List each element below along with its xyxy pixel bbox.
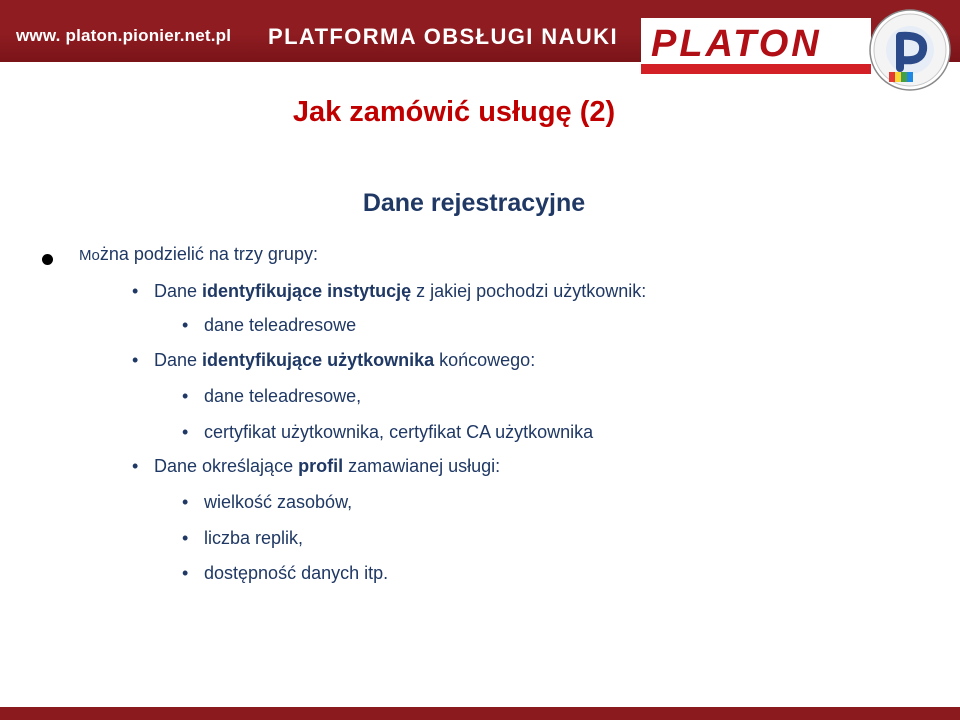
group-1-line	[132, 281, 646, 302]
slide-title: Jak zamówić usługę (2)	[292, 96, 616, 128]
header-url: www. platon.pionier.net.pl	[16, 26, 232, 45]
header-platform-name: PLATFORMA OBSŁUGI NAUKI	[268, 24, 618, 49]
group-1-pre: Dane	[154, 281, 203, 301]
group-1-post: z jakiej pochodzi użytkownik:	[411, 281, 647, 301]
item-text: dostępność danych itp.	[204, 563, 389, 583]
bullet-icon: •	[132, 281, 139, 301]
group-3-bold: profil	[298, 456, 344, 476]
item-text: wielkość zasobów,	[204, 492, 353, 512]
group-2-line	[132, 350, 535, 371]
pionier-badge-icon	[867, 6, 953, 92]
item-text: certyfikat użytkownika, certyfikat CA użytkownika	[204, 422, 594, 442]
bullet-icon: •	[182, 386, 189, 406]
group-3-item-2	[182, 528, 303, 549]
group-2-pre: Dane	[154, 350, 203, 370]
bullet-icon: •	[182, 492, 189, 512]
bullet-icon: •	[182, 315, 189, 335]
group-2-post: końcowego:	[434, 350, 536, 370]
intro-line	[79, 244, 318, 265]
group-3-item-1	[182, 492, 352, 513]
item-text: dane teleadresowe	[204, 315, 357, 335]
slide-subtitle: Dane rejestracyjne	[362, 189, 586, 217]
bullet-icon: •	[182, 563, 189, 583]
item-text: liczba replik,	[204, 528, 304, 548]
logo-wordmark: PLATON	[651, 23, 822, 65]
bullet-icon: •	[132, 350, 139, 370]
intro-prefix: Mo	[79, 247, 100, 264]
group-1-item-1	[182, 315, 356, 336]
level1-bullet-icon	[42, 254, 53, 265]
group-3-pre: Dane określające	[154, 456, 299, 476]
bullet-icon: •	[132, 456, 139, 476]
group-3-line	[132, 456, 500, 477]
bullet-icon: •	[182, 422, 189, 442]
footer-bar	[0, 707, 960, 720]
group-2-bold: identyfikujące użytkownika	[202, 350, 435, 370]
group-2-item-2	[182, 422, 593, 443]
group-1-bold: identyfikujące instytucję	[202, 281, 412, 301]
platon-logo	[641, 0, 960, 86]
intro-text: żna podzielić na trzy grupy:	[99, 244, 318, 264]
group-3-post: zamawianej usługi:	[343, 456, 501, 476]
bullet-icon: •	[182, 528, 189, 548]
group-3-item-3	[182, 563, 388, 584]
item-text: dane teleadresowe,	[204, 386, 362, 406]
group-2-item-1	[182, 386, 361, 407]
